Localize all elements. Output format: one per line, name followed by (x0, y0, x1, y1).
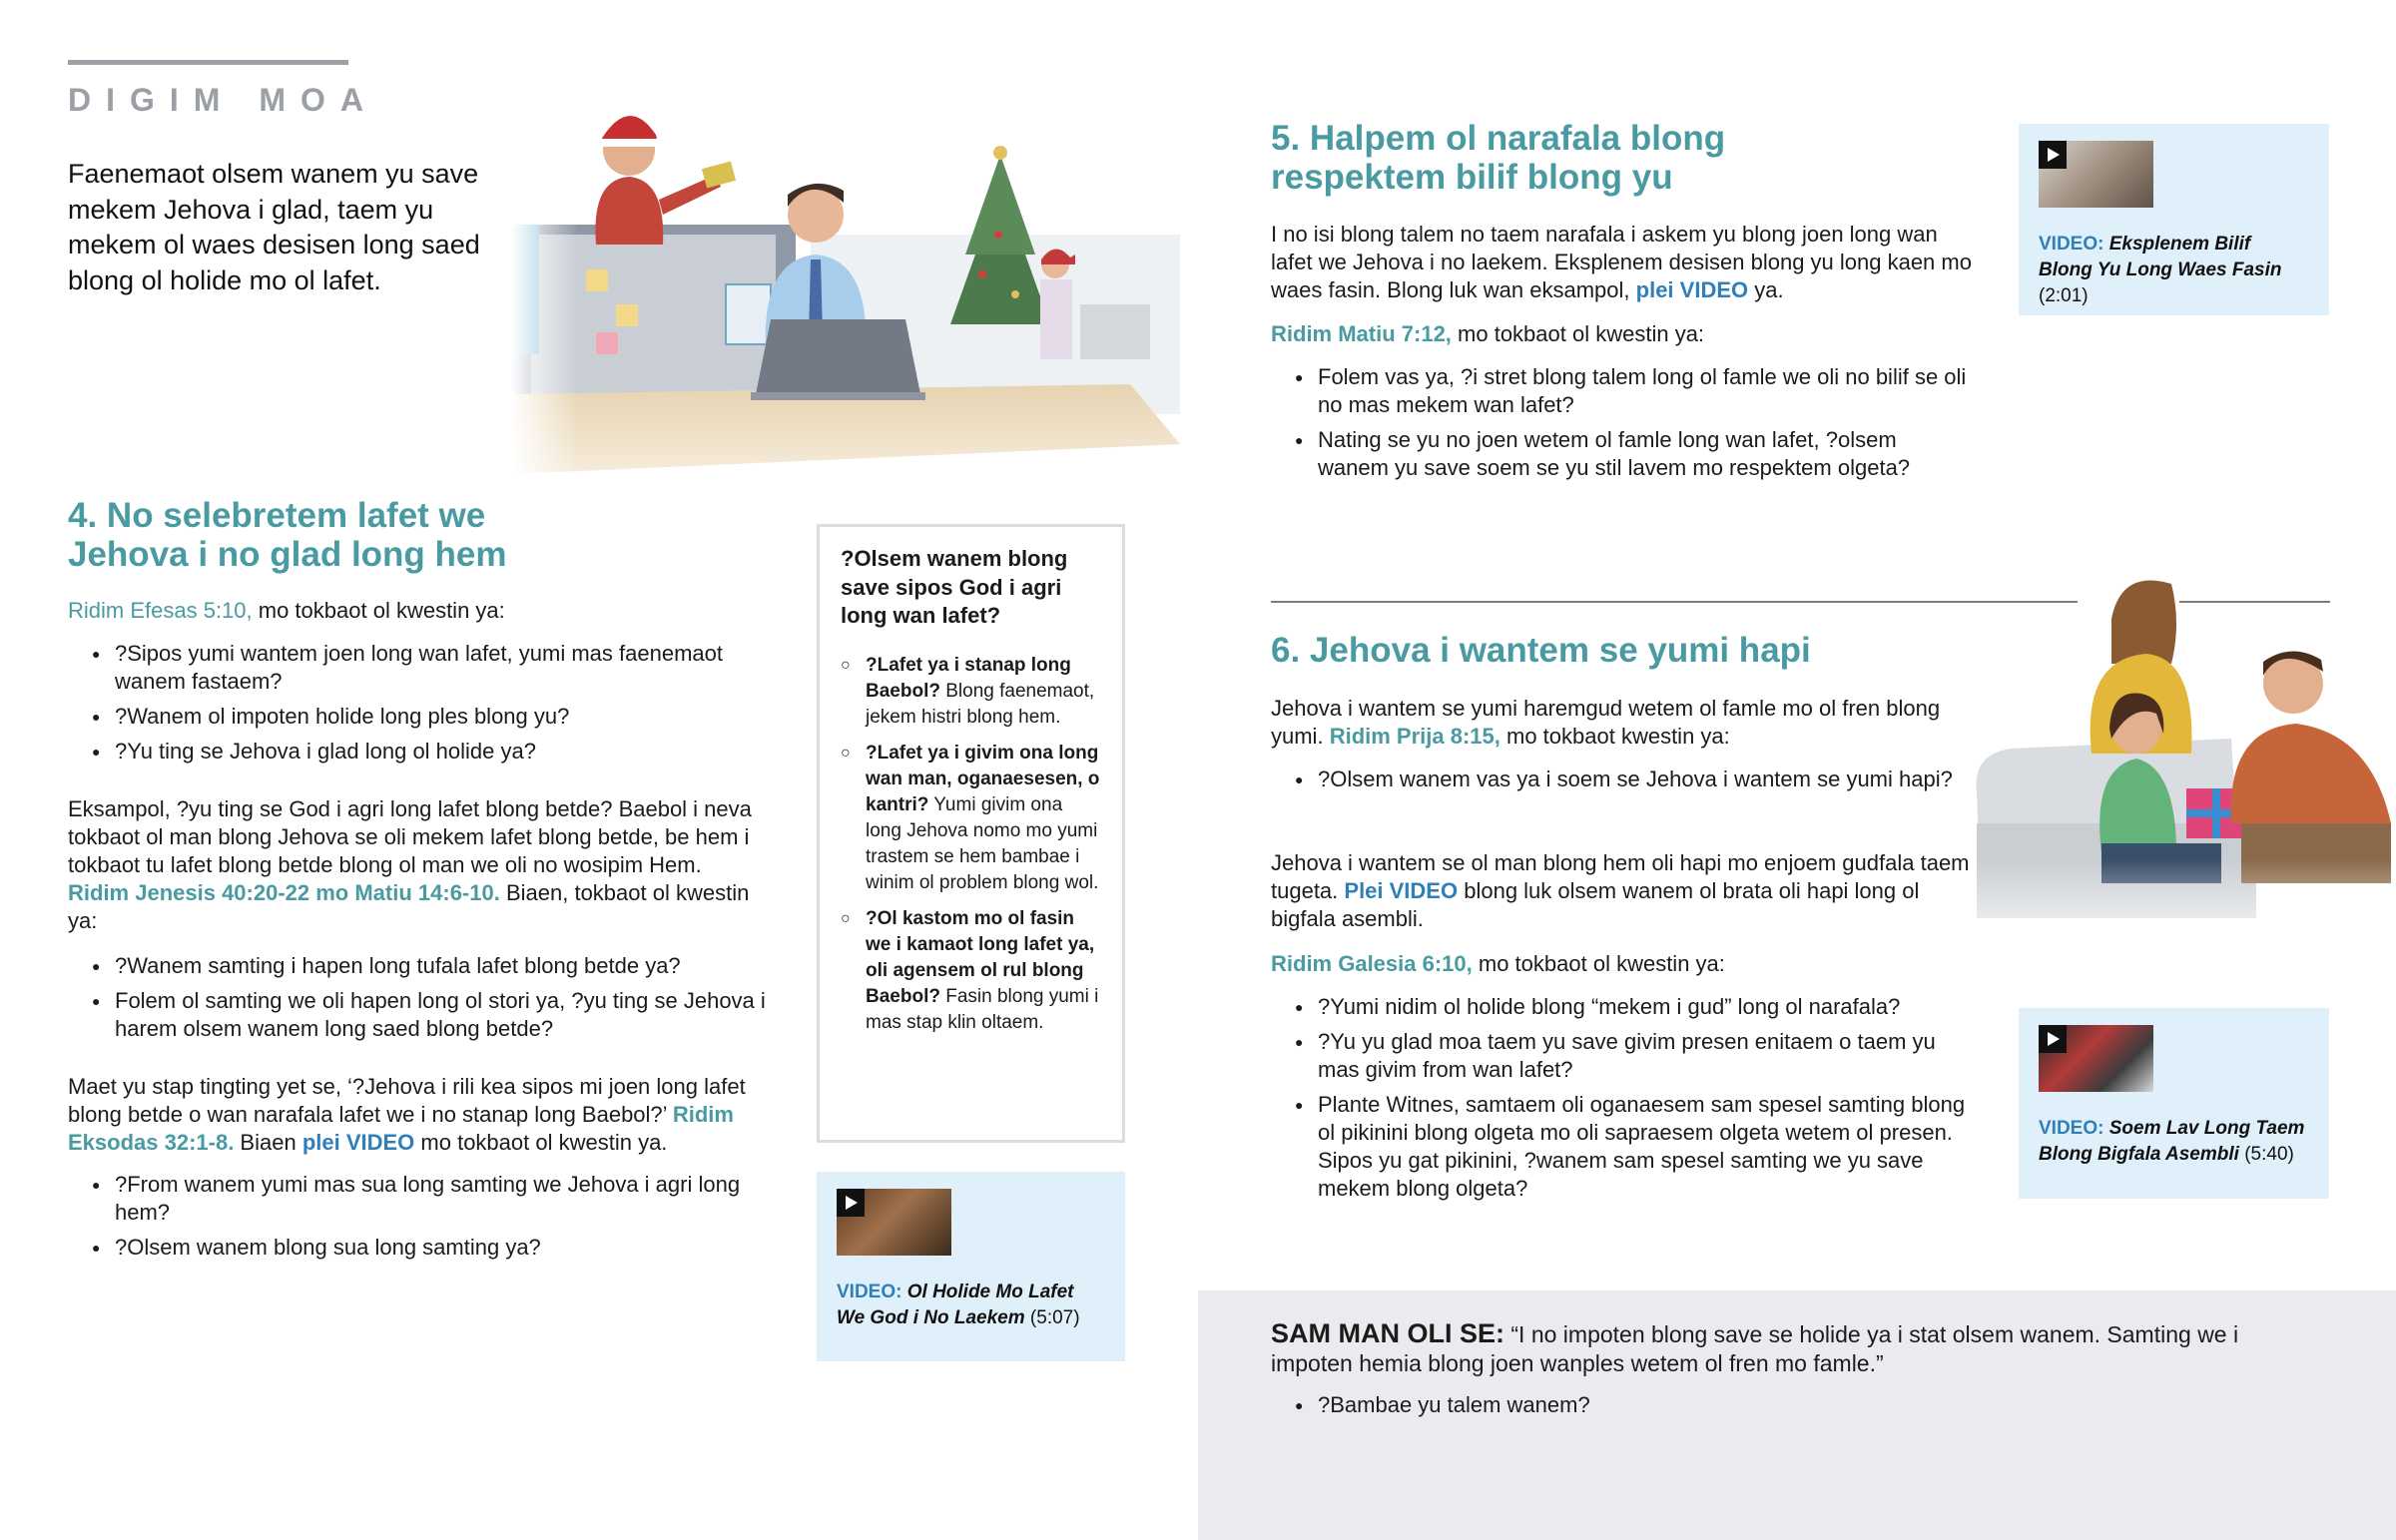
lafet-criteria-box (817, 524, 1125, 1143)
list-item: ● ?Sipos yumi wantem joen long wan lafet, yumi mas faenemaot wanem fastaem? (68, 640, 767, 696)
intro-text: Faenemaot olsem wanem yu save mekem Jehova i glad, taem yu mekem ol waes desisen long saed blong ol holide mo ol lafet. (68, 159, 480, 295)
quote-questions (1271, 1391, 2269, 1419)
list-item: ● Nating se yu no joen wetem ol famle long wan lafet, ?olsem wanem yu save soem se yu stil lavem mo respektem olgeta? (1271, 426, 1970, 482)
quote-block (1271, 1319, 2269, 1426)
quote-text: “I no impoten blong save se holide ya i stat olsem wanem. Samting we i impoten hemia blong joen wanples wetem ol fren mo famle.” (1271, 1321, 2239, 1376)
section-5-title: 5. Halpem ol narafala blong respektem bilif blong yu (1271, 119, 1726, 197)
section-4-title: 4. No selebretem lafet we Jehova i no glad long hem (68, 496, 507, 574)
video-box-asembli[interactable] (2019, 1008, 2329, 1199)
section-6-paragraph-1: Jehova i wantem se yumi haremgud wetem ol famle mo ol fren blong yumi. Ridim Prija 8:15, mo tokbaot kwestin ya: (1271, 696, 1941, 749)
list-item: ● ?Olsem wanem vas ya i soem se Jehova i wantem se yumi hapi? (1271, 766, 1970, 793)
list-item: ● ?Bambae yu talem wanem? (1271, 1391, 2269, 1419)
office-gift-illustration (511, 95, 1180, 474)
section-4-questions-2 (68, 952, 767, 1050)
section-4-paragraph-2: Maet yu stap tingting yet se, ‘?Jehova i rili kea sipos mi joen long lafet blong betde o wan narafala lafet we i no stanap long Baebol?’ Ridim Eksodas 32:1-8. Biaen plei VIDEO mo tokbaot ol kwestin ya. (68, 1074, 746, 1155)
list-item: ● Folem ol samting we oli hapen long ol stori ya, ?yu ting se Jehova i harem olsem wanem long saed blong betde? (68, 987, 767, 1043)
section-4-paragraph-1: Eksampol, ?yu ting se God i agri long lafet blong betde? Baebol i neva tokbaot ol man blong Jehova se oli mekem lafet blong betde, be hem i tokbaot tu lafet blong betde blong ol man we oli no wosipim Hem. Ridim Jenesis 40:20-22 mo Matiu 14:6-10. Biaen, tokbaot ol kwestin ya: (68, 796, 752, 933)
scripture-link-prija[interactable]: Ridim Prija 8:15, (1329, 724, 1500, 749)
box-title: ?Olsem wanem blong save sipos God i agri long wan lafet? (841, 546, 1068, 628)
section-6-questions-2 (1271, 993, 1970, 1210)
play-video-link[interactable]: Plei VIDEO (1344, 878, 1459, 903)
section-6-questions-1 (1271, 766, 1970, 800)
list-item: ● ?Yu ting se Jehova i glad long ol holide ya? (68, 738, 767, 766)
scripture-link-matiu[interactable]: Ridim Matiu 7:12, (1271, 321, 1452, 346)
play-icon[interactable] (837, 1189, 865, 1217)
scripture-link-efesas[interactable]: Ridim Efesas 5:10, (68, 598, 253, 623)
section-5-questions (1271, 363, 1970, 489)
list-item: ● ?From wanem yumi mas sua long samting we Jehova i agri long hem? (68, 1171, 767, 1227)
video-box-holide[interactable] (817, 1172, 1125, 1361)
section-4-read-line: Ridim Efesas 5:10, mo tokbaot ol kwestin ya: (68, 598, 505, 623)
video-thumbnail[interactable] (2039, 1025, 2153, 1092)
list-item: ● ?Wanem samting i hapen long tufala lafet blong betde ya? (68, 952, 767, 980)
section-5-paragraph: I no isi blong talem no taem narafala i askem yu blong joen long wan lafet we Jehova i no laekem. Eksplenem desisen blong yu long kaen mo waes fasin. Blong luk wan eksampol, plei VIDEO ya. (1271, 222, 1972, 302)
quote-label: SAM MAN OLI SE: (1271, 1318, 1504, 1348)
family-gift-illustration (1972, 564, 2396, 958)
header-rule (68, 60, 348, 65)
list-item: ● ?Wanem ol impoten holide long ples blong yu? (68, 703, 767, 731)
scripture-link-eksodas[interactable]: Ridim Eksodas 32:1-8. (68, 1102, 734, 1155)
video-caption: VIDEO: Soem Lav Long Taem Blong Bigfala Asembli (5:40) (2039, 1118, 2305, 1165)
list-item: ● Folem vas ya, ?i stret blong talem long ol famle we oli no bilif se oli no mas mekem wan lafet? (1271, 363, 1970, 419)
criteria-list (841, 653, 1101, 1036)
section-kicker: DIGIM MOA (68, 82, 378, 118)
list-item: ● ?Yu yu glad moa taem yu save givim presen enitaem o taem yu mas givim from wan lafet? (1271, 1028, 1970, 1084)
scripture-link-jenesis-matiu[interactable]: Ridim Jenesis 40:20-22 mo Matiu 14:6-10. (68, 880, 500, 905)
list-item: ○ ?Lafet ya i stanap long Baebol? Blong faenemaot, jekem histri blong hem. (841, 653, 1101, 731)
play-icon[interactable] (2039, 1025, 2067, 1053)
list-item: ● Plante Witnes, samtaem oli oganaesem sam spesel samting blong ol pikinini blong olgeta mo oli sapraesem olgeta wetem ol presen. Sipos yu gat pikinini, ?wanem sam spesel samting we yu save mekem blong olgeta? (1271, 1091, 1970, 1203)
play-icon[interactable] (2039, 141, 2067, 169)
video-thumbnail[interactable] (837, 1189, 951, 1256)
scripture-link-galesia[interactable]: Ridim Galesia 6:10, (1271, 951, 1473, 976)
section-divider (1271, 601, 2078, 603)
video-box-eksplenem[interactable] (2019, 124, 2329, 315)
list-item: ● ?Yumi nidim ol holide blong “mekem i gud” long ol narafala? (1271, 993, 1970, 1021)
play-video-link[interactable]: plei VIDEO (1635, 277, 1749, 302)
video-caption: VIDEO: Ol Holide Mo Lafet We God i No Laekem (5:07) (837, 1282, 1080, 1328)
section-6-title: 6. Jehova i wantem se yumi hapi (1271, 631, 1811, 670)
section-6-read-line: Ridim Galesia 6:10, mo tokbaot ol kwestin ya: (1271, 951, 1725, 976)
list-item: ○ ?Lafet ya i givim ona long wan man, oganaesesen, o kantri? Yumi givim ona long Jehova nomo mo yumi trastem se hem bambae i winim ol problem blong wol. (841, 741, 1101, 896)
play-video-link[interactable]: plei VIDEO (301, 1130, 415, 1155)
section-4-questions-1 (68, 640, 767, 772)
list-item: ● ?Olsem wanem blong sua long samting ya? (68, 1234, 767, 1262)
video-thumbnail[interactable] (2039, 141, 2153, 208)
list-item: ○ ?Ol kastom mo ol fasin we i kamaot long lafet ya, oli agensem ol rul blong Baebol? Fasin blong yumi i mas stap klin oltaem. (841, 906, 1101, 1036)
section-4-questions-3 (68, 1171, 767, 1269)
section-6-paragraph-2: Jehova i wantem se ol man blong hem oli hapi mo enjoem gudfala taem tugeta. Plei VIDEO blong luk olsem wanem ol brata oli hapi long ol bigfala asembli. (1271, 850, 1970, 931)
section-5-read-line: Ridim Matiu 7:12, mo tokbaot ol kwestin ya: (1271, 321, 1705, 346)
video-caption: VIDEO: Eksplenem Bilif Blong Yu Long Waes Fasin (2:01) (2039, 234, 2282, 306)
